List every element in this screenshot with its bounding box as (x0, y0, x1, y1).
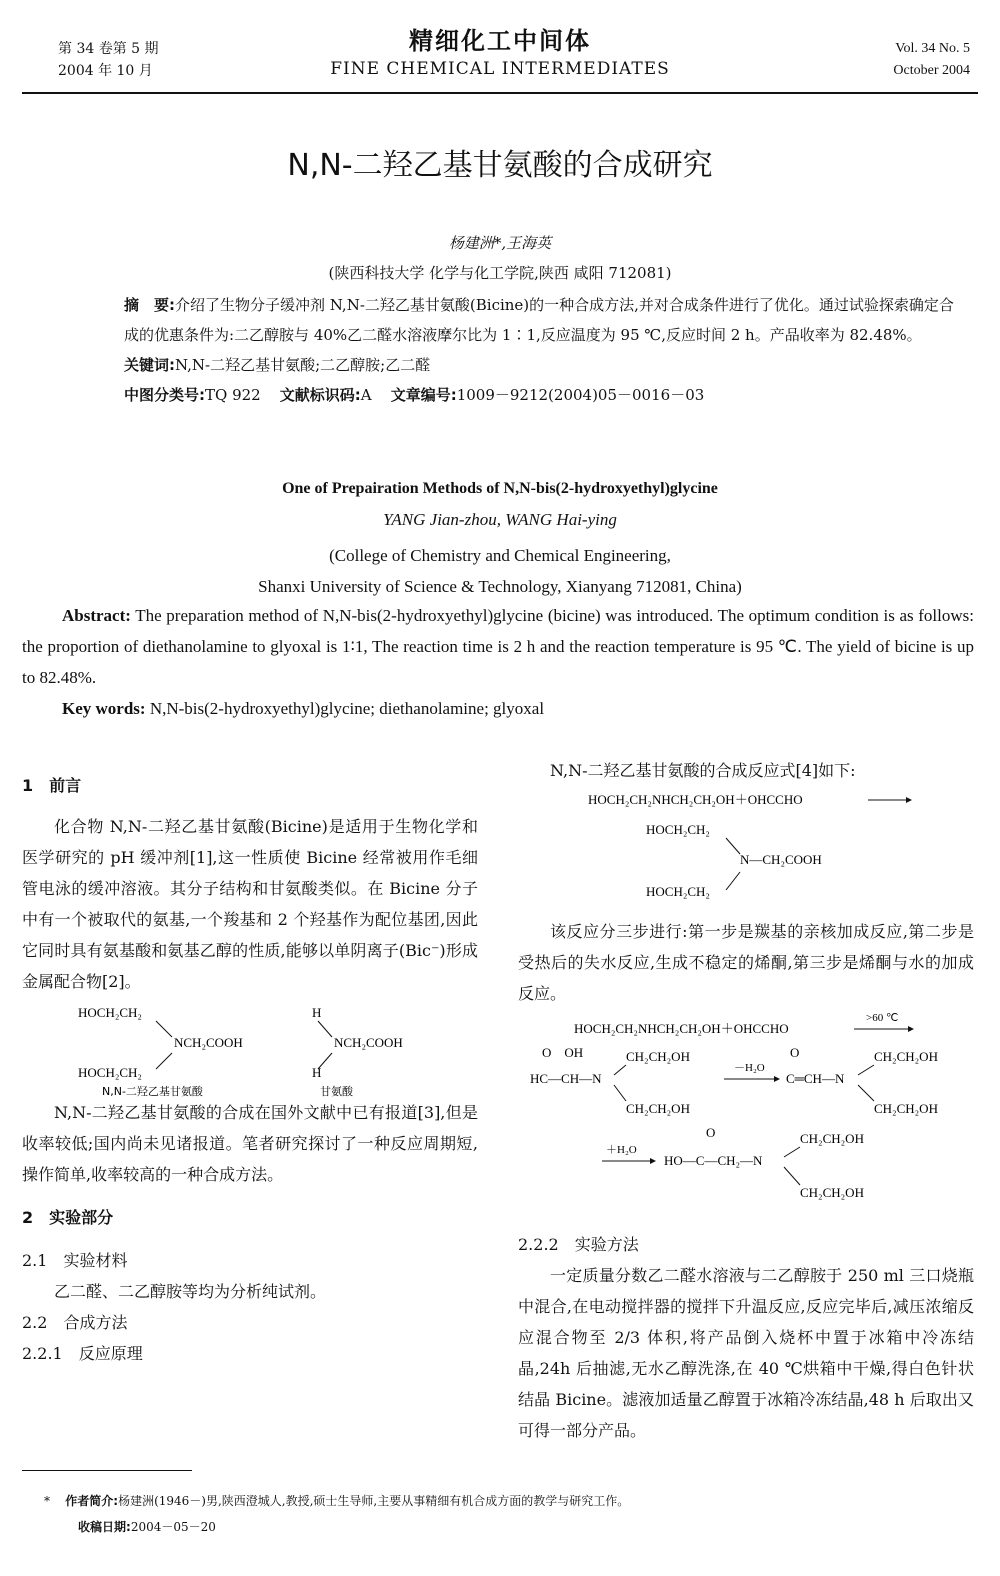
eq2-condition: >60 ℃ (866, 1012, 899, 1024)
eq1-reactants: HOCH₂CH₂NHCH₂CH₂OH＋OHCCHO (588, 792, 803, 807)
paper-title-en: One of Prepairation Methods of N,N-bis(2-hydroxyethyl)glycine (282, 480, 718, 497)
affiliation-en (0, 540, 1000, 602)
eq2-reactants: HOCH₂CH₂NHCH₂CH₂OH＋OHCCHO (574, 1021, 789, 1036)
int2-arm-down: CH₂CH₂OH (874, 1101, 938, 1116)
abstract-en-label: Abstract: (62, 606, 131, 625)
footnote (44, 1488, 984, 1540)
abstract-en (22, 600, 974, 724)
product-arm-down: CH₂CH₂OH (800, 1185, 864, 1200)
eq1-arm-bottom: HOCH₂CH₂ (646, 884, 710, 899)
keywords-en-text: N,N-bis(2-hydroxyethyl)glycine; diethanolamine; glyoxal (145, 699, 545, 718)
eq1-bond-top (726, 838, 740, 854)
journal-title (0, 26, 1000, 82)
footnote-star: * (44, 1494, 50, 1508)
reaction-mechanism (518, 1009, 974, 1219)
glycine-h-top: H (312, 1005, 322, 1020)
right-column (518, 755, 974, 1446)
int1-bond-down (614, 1085, 626, 1101)
keywords-cn (84, 350, 964, 380)
product-main: HO—C—CH₂—N (664, 1153, 763, 1168)
article-no-value: 1009－9212(2004)05－0016－03 (456, 386, 705, 404)
affiliation-cn: (陕西科技大学 化学与化工学院,陕西 咸阳 712081) (328, 264, 672, 282)
int2-bond-down (858, 1085, 874, 1101)
keywords-cn-text: N,N-二羟乙基甘氨酸;二乙醇胺;乙二醛 (175, 356, 431, 374)
abstract-en-text: The preparation method of N,N-bis(2-hydroxyethyl)glycine (bicine) was introduced. The optimum condition is as follows: the proportion of diethanolamine to glyoxal is 1∶1, The reaction time is 2 h and the reaction temperature is 95 ℃. The yield of bicine is up to 82.48%. (22, 606, 974, 687)
volume-issue-cn: 第 34 卷第 5 期 (58, 41, 159, 57)
received-date (44, 1514, 984, 1540)
doc-code-value: A (360, 386, 372, 404)
int1-arm-up: CH₂CH₂OH (626, 1049, 690, 1064)
abstract-cn-text: 介绍了生物分子缓冲剂 N,N-二羟乙基甘氨酸(Bicine)的一种合成方法,并对合成条件进行了优化。通过试验探索确定合成的优惠条件为:二乙醇胺与 40%乙二醛水溶液摩尔比为 1∶1,反应温度为 95 ℃,反应时间 2 h。产品收率为 82.48%。 (124, 296, 954, 344)
structures-svg (22, 997, 478, 1097)
class-value: TQ 922 (205, 386, 261, 404)
received-date-label: 收稿日期: (78, 1520, 131, 1534)
bicine-bond-top (156, 1021, 172, 1037)
keywords-en-label: Key words: (62, 699, 146, 718)
hydration-arrowhead (650, 1158, 656, 1164)
affiliation-en-line2: Shanxi University of Science & Technology, Xianyang 712081, China) (258, 577, 742, 596)
bicine-arm-top: HOCH₂CH₂ (78, 1005, 142, 1020)
abstract-en-body (22, 600, 974, 693)
abstract-cn (84, 290, 964, 410)
section-1-heading: 1 前言 (22, 776, 82, 795)
left-column (22, 770, 478, 1369)
reaction-steps-paragraph: 该反应分三步进行:第一步是羰基的亲核加成反应,第二步是受热后的失水反应,生成不稳定的烯酮,第三步是烯酮与水的加成反应。 (518, 922, 974, 1003)
paper-title-cn: N,N-二羟乙基甘氨酸的合成研究 (287, 148, 713, 183)
abstract-cn-label: 摘 要: (124, 296, 175, 314)
section-2-heading: 2 实验部分 (22, 1208, 114, 1227)
section-2-1-paragraph: 乙二醛、二乙醇胺等均为分析纯试剂。 (54, 1282, 327, 1301)
bicine-label: N,N-二羟乙基甘氨酸 (102, 1085, 203, 1097)
int1-main: HC—CH—N (530, 1071, 602, 1086)
author-bio (44, 1488, 984, 1514)
glycine-label: 甘氨酸 (320, 1085, 353, 1097)
int2-top: O (790, 1045, 800, 1060)
authors-cn: 杨建洲*,王海英 (448, 234, 552, 252)
eq1-core: N—CH₂COOH (740, 852, 822, 867)
plus-water: ＋H₂O (606, 1144, 637, 1156)
date-en: October 2004 (893, 63, 970, 78)
int2-bond-up (858, 1065, 874, 1075)
affiliation-en-line1: (College of Chemistry and Chemical Engineering, (329, 546, 671, 565)
reaction-intro: N,N-二羟乙基甘氨酸的合成反应式[4]如下: (550, 761, 856, 780)
keywords-en (22, 693, 974, 724)
section-2-2-heading: 2.2 合成方法 (22, 1313, 128, 1332)
product-top: O (706, 1125, 716, 1140)
journal-title-cn: 精细化工中间体 (409, 27, 591, 55)
author-bio-label: 作者简介: (65, 1494, 119, 1508)
int2-arm-up: CH₂CH₂OH (874, 1049, 938, 1064)
dehydration-arrowhead (774, 1076, 780, 1082)
int1-bond-up (614, 1065, 626, 1075)
product-arm-up: CH₂CH₂OH (800, 1131, 864, 1146)
int2-main: C═CH—N (786, 1071, 845, 1086)
experimental-method-paragraph: 一定质量分数乙二醛水溶液与二乙醇胺于 250 ml 三口烧瓶中混合,在电动搅拌器的搅拌下升温反应,反应完毕后,减压浓缩反应混合物至 2/3 体积,将产品倒入烧杯中置于冰箱中冷冻结晶,24h 后抽滤,无水乙醇洗涤,在 40 ℃烘箱中干燥,得白色针状结晶 Bicine。滤液加适量乙醇置于冰箱冷冻结晶,48 h 后取出又可得一部分产品。 (518, 1266, 974, 1440)
structure-figure (22, 997, 478, 1097)
keywords-cn-label: 关键词: (124, 356, 175, 374)
bicine-bond-bottom (156, 1053, 172, 1069)
authors-en: YANG Jian-zhou, WANG Hai-ying (383, 510, 617, 529)
class-label: 中图分类号: (124, 386, 205, 404)
date-cn: 2004 年 10 月 (58, 63, 153, 79)
eq1-arm-top: HOCH₂CH₂ (646, 822, 710, 837)
minus-water: －H₂O (734, 1062, 765, 1074)
bicine-arm-bottom: HOCH₂CH₂ (78, 1065, 142, 1080)
eq1-bond-bottom (726, 872, 740, 890)
received-date-value: 2004－05－20 (130, 1520, 216, 1534)
int1-top: O OH (542, 1045, 584, 1060)
glycine-h-bottom: H (312, 1065, 322, 1080)
section-2-2-1-heading: 2.2.1 反应原理 (22, 1344, 143, 1363)
glycine-core: NCH₂COOH (334, 1035, 403, 1050)
eq2-arrowhead (908, 1026, 914, 1032)
product-bond-down (784, 1167, 800, 1185)
footnote-rule (22, 1470, 192, 1471)
bicine-core: NCH₂COOH (174, 1035, 243, 1050)
volume-issue-en: Vol. 34 No. 5 (895, 41, 970, 56)
abstract-cn-body (84, 290, 964, 350)
article-no-label: 文章编号: (390, 386, 457, 404)
section-2-1-heading: 2.1 实验材料 (22, 1251, 128, 1270)
header-rule (22, 92, 978, 94)
int1-arm-down: CH₂CH₂OH (626, 1101, 690, 1116)
glycine-bond-top (318, 1021, 332, 1037)
classification-line (84, 380, 964, 410)
section-2-2-2-heading: 2.2.2 实验方法 (518, 1235, 639, 1254)
section-1-paragraph-2: N,N-二羟乙基甘氨酸的合成在国外文献中已有报道[3],但是收率较低;国内尚未见诸报道。笔者研究探讨了一种反应周期短,操作简单,收率较高的一种合成方法。 (22, 1103, 478, 1184)
eq1-arrowhead (906, 797, 912, 803)
issue-info-en (893, 38, 970, 82)
author-bio-text: 杨建洲(1946－)男,陕西澄城人,教授,硕士生导师,主要从事精细有机合成方面的教学与研究工作。 (118, 1494, 630, 1508)
section-1-paragraph-1: 化合物 N,N-二羟乙基甘氨酸(Bicine)是适用于生物化学和医学研究的 pH 缓冲剂[1],这一性质使 Bicine 经常被用作毛细管电泳的缓冲溶液。其分子结构和甘氨酸类似。在 Bicine 分子中有一个被取代的氨基,一个羧基和 2 个羟基作为配位基团,因此它同时具有氨基酸和氨基乙醇的性质,能够以单阴离子(Bic⁻)形成金属配合物[2]。 (22, 817, 478, 991)
product-bond-up (784, 1147, 800, 1157)
reaction-equation-1 (518, 786, 974, 906)
journal-title-en: FINE CHEMICAL INTERMEDIATES (330, 59, 670, 79)
doc-code-label: 文献标识码: (279, 386, 361, 404)
